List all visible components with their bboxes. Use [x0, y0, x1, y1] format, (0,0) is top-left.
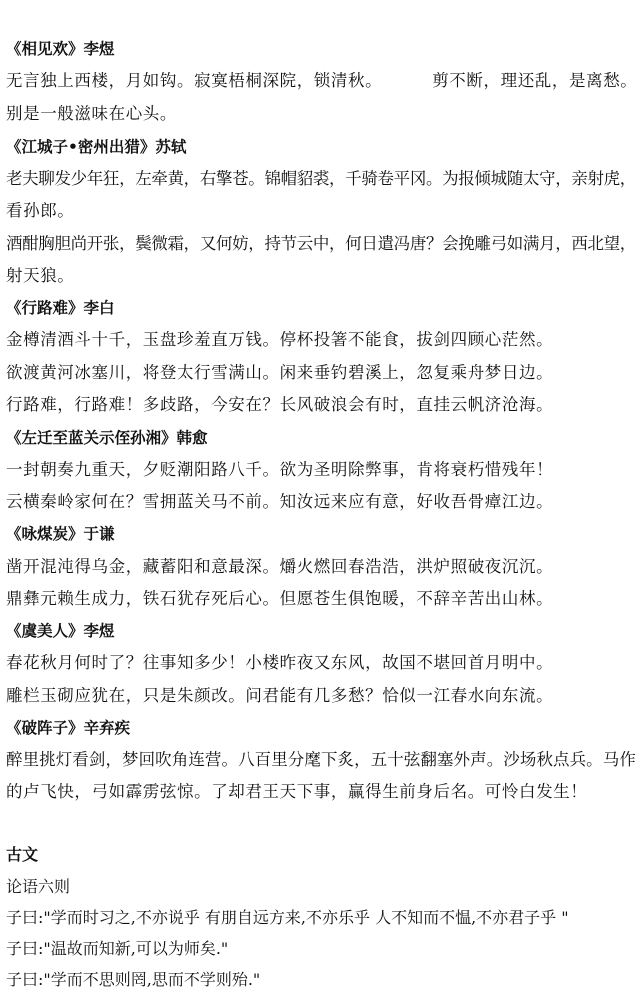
analects-line: 子曰:"学而不思则罔,思而不学则殆." [6, 970, 261, 989]
poem-line: 酒酣胸胆尚开张，鬓微霜，又何妨，持节云中，何日遣冯唐？会挽雕弓如满月，西北望， [6, 234, 636, 253]
poem-title: 《虞美人》李煜 [6, 622, 115, 640]
poem-title: 《行路难》李白 [6, 299, 115, 317]
poem-line: 云横秦岭家何在？雪拥蓝关马不前。知汝远来应有意，好收吾骨瘴江边。 [6, 492, 554, 511]
poem-title: 《左迁至蓝关示侄孙湘》韩愈 [6, 429, 208, 447]
poem-line: 老夫聊发少年狂，左牵黄，右擎苍。锦帽貂裘，千骑卷平冈。为报倾城随太守，亲射虎， [6, 169, 636, 188]
poem-title: 《江城子•密州出猎》苏轼 [6, 138, 187, 156]
poem-title: 《咏煤炭》于谦 [6, 525, 115, 543]
poem-line: 无言独上西楼，月如钩。寂寞梧桐深院，锁清秋。 剪不断，理还乱，是离愁。 [6, 71, 638, 90]
analects-line: 子曰:"学而时习之,不亦说乎 有朋自远方来,不亦乐乎 人不知而不愠,不亦君子乎 " [6, 908, 569, 927]
poem-line: 鼎彝元赖生成力，铁石犹存死后心。但愿苍生俱饱暖，不辞辛苦出山林。 [6, 589, 554, 608]
poem-line: 雕栏玉砌应犹在，只是朱颜改。问君能有几多愁？恰似一江春水向东流。 [6, 686, 554, 705]
poem-line: 射天狼。 [6, 266, 75, 285]
poem-line: 醉里挑灯看剑，梦回吹角连营。八百里分麾下炙，五十弦翻塞外声。沙场秋点兵。马作 [6, 750, 636, 769]
analects-line: 子曰:"温故而知新,可以为师矣." [6, 939, 229, 958]
section-subheading: 论语六则 [6, 877, 71, 896]
poem-line: 看孙郎。 [6, 201, 75, 220]
section-heading: 古文 [6, 845, 39, 864]
poem-line: 金樽清酒斗十千，玉盘珍羞直万钱。停杯投箸不能食，拔剑四顾心茫然。 [6, 330, 554, 349]
poem-title: 《破阵子》辛弃疾 [6, 719, 131, 737]
poem-line: 别是一般滋味在心头。 [6, 104, 177, 123]
poem-line: 欲渡黄河冰塞川，将登太行雪满山。闲来垂钓碧溪上，忽复乘舟梦日边。 [6, 363, 554, 382]
poem-title: 《相见欢》李煜 [6, 40, 115, 58]
poem-line: 的卢飞快，弓如霹雳弦惊。了却君王天下事，赢得生前身后名。可怜白发生！ [6, 782, 588, 801]
poem-line: 一封朝奏九重天，夕贬潮阳路八千。欲为圣明除弊事，肯将衰朽惜残年！ [6, 460, 554, 479]
poem-line: 春花秋月何时了？往事知多少！小楼昨夜又东风，故国不堪回首月明中。 [6, 653, 554, 672]
poem-line: 凿开混沌得乌金，藏蓄阳和意最深。爝火燃回春浩浩，洪炉照破夜沉沉。 [6, 557, 554, 576]
poem-line: 行路难，行路难！多歧路，今安在？长风破浪会有时，直挂云帆济沧海。 [6, 395, 554, 414]
